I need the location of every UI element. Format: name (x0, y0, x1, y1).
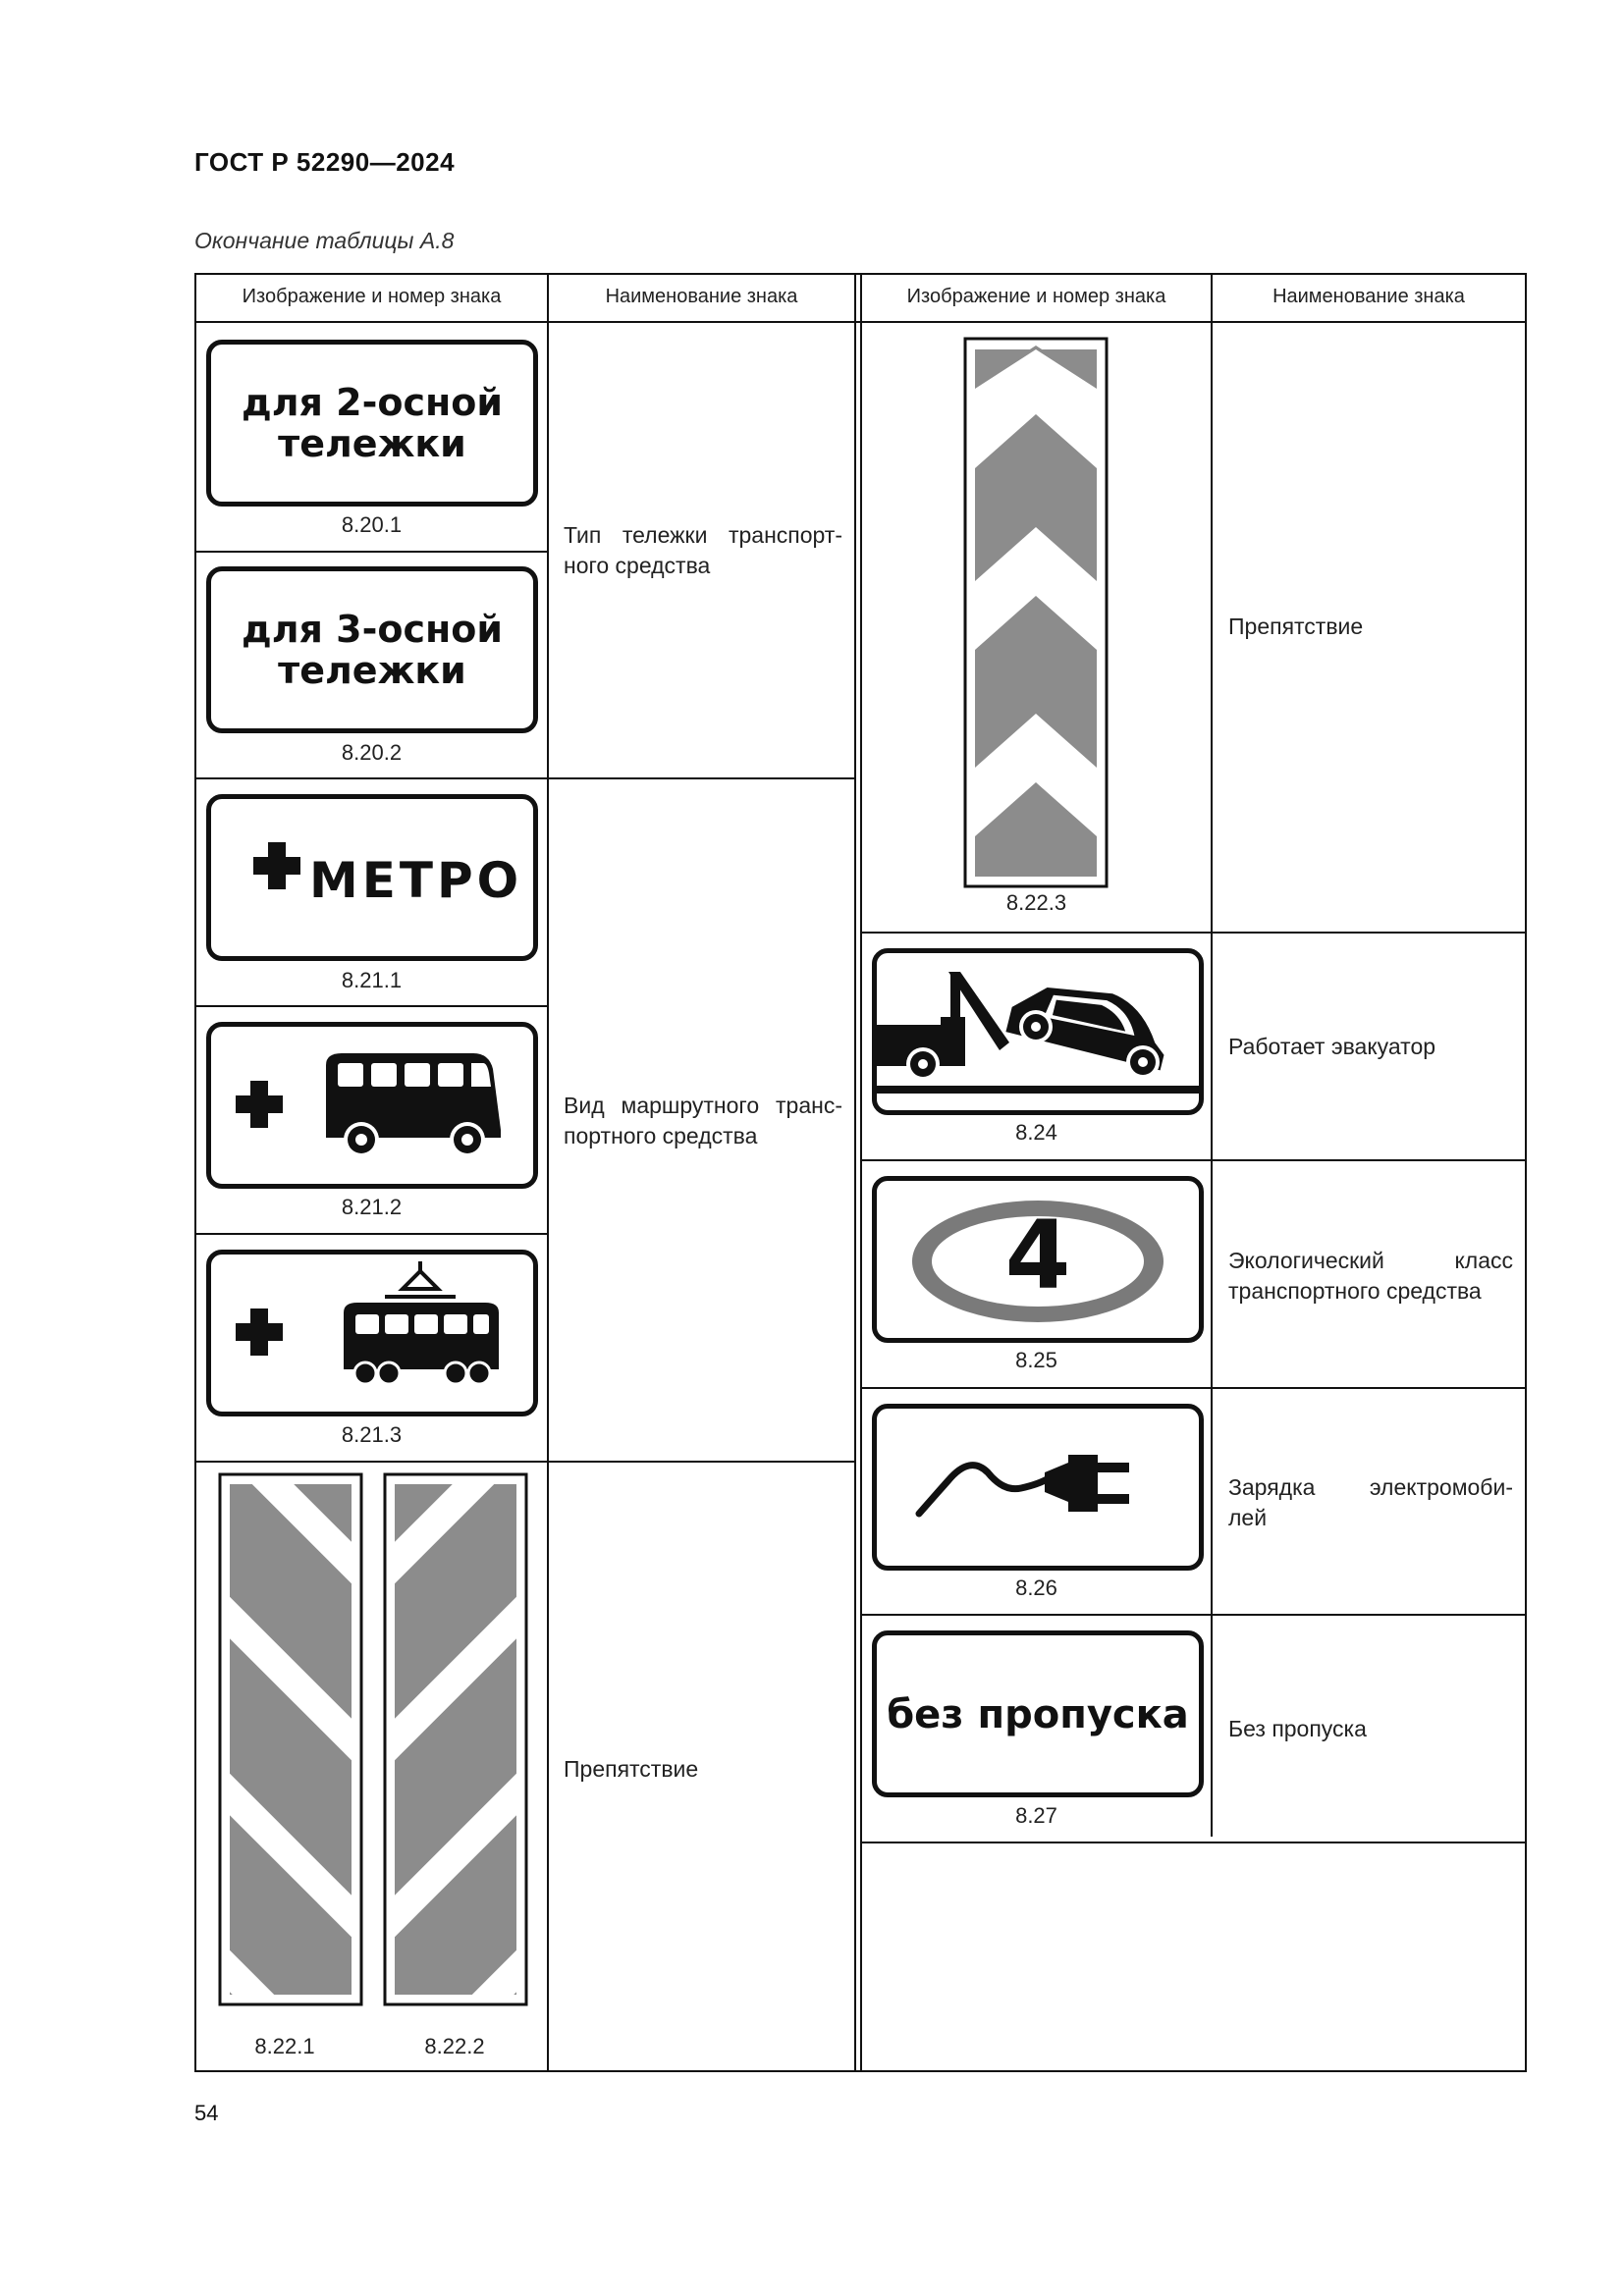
sign-name: Работает эвакуатор (1228, 1034, 1436, 1059)
sign-8-25 (872, 1176, 1204, 1343)
sign-text-line2: тележки (278, 649, 466, 692)
ev-plug-icon (872, 1404, 1204, 1571)
document-title: ГОСТ Р 52290—2024 (194, 147, 456, 177)
page-number: 54 (194, 2101, 219, 2125)
sign-8-21-1 (206, 794, 538, 961)
sign-8-24 (872, 948, 1204, 1115)
sign-8-27 (872, 1630, 1204, 1797)
sign-number: 8.26 (1015, 1575, 1057, 1600)
column-header-image-left: Изображение и номер знака (242, 286, 502, 307)
sign-8-21-2 (206, 1022, 538, 1189)
sign-name-line1: Вид маршрутного транс- (564, 1093, 842, 1118)
eco-class-digit: 4 (1004, 1201, 1071, 1310)
sign-8-22-3 (962, 336, 1110, 895)
tow-truck-icon (872, 948, 1204, 1115)
column-header-image-right: Изображение и номер знака (906, 286, 1166, 307)
sign-name: Препятствие (1228, 614, 1364, 639)
sign-name-line1: Экологический класс (1228, 1248, 1513, 1273)
sign-8-20-2 (206, 566, 538, 733)
sign-name: Препятствие (564, 1756, 699, 1782)
sign-number: 8.22.1 (254, 2034, 315, 2058)
sign-8-22-1-and-8-22-2 (194, 1465, 548, 2024)
sign-text-line1: для 3-осной (242, 608, 503, 651)
sign-number: 8.21.3 (341, 1422, 403, 1447)
sign-name-line2: лей (1228, 1505, 1268, 1530)
sign-number: 8.20.2 (341, 740, 403, 765)
sign-number: 8.20.1 (341, 512, 403, 537)
tram-icon (206, 1250, 538, 1416)
sign-text-line2: тележки (278, 422, 466, 465)
sign-name-line2: транспортного средства (1228, 1278, 1482, 1304)
sign-text: без пропуска (887, 1692, 1189, 1737)
sign-text-metro: МЕТРО (309, 852, 523, 909)
sign-8-20-1 (206, 340, 538, 507)
sign-number: 8.24 (1015, 1120, 1057, 1145)
sign-name-line2: ного средства (564, 553, 711, 578)
table-continuation-caption: Окончание таблицы А.8 (194, 228, 455, 253)
sign-number: 8.22.3 (1005, 890, 1067, 915)
bus-icon (206, 1022, 538, 1189)
sign-number: 8.22.2 (424, 2034, 485, 2058)
sign-number: 8.21.2 (341, 1195, 403, 1219)
sign-name-line1: Тип тележки транспорт- (564, 522, 842, 548)
sign-8-26 (872, 1404, 1204, 1571)
sign-name: Без пропуска (1228, 1716, 1367, 1741)
column-header-name-left: Наименование знака (605, 286, 798, 307)
sign-number: 8.21.1 (341, 968, 403, 992)
sign-number: 8.27 (1015, 1803, 1057, 1828)
sign-name-line1: Зарядка электромоби- (1228, 1474, 1513, 1500)
sign-8-21-3 (206, 1250, 538, 1416)
sign-text-line1: для 2-осной (242, 381, 503, 424)
sign-name-line2: портного средства (564, 1123, 758, 1148)
sign-number: 8.25 (1015, 1348, 1057, 1372)
column-header-name-right: Наименование знака (1272, 286, 1465, 307)
